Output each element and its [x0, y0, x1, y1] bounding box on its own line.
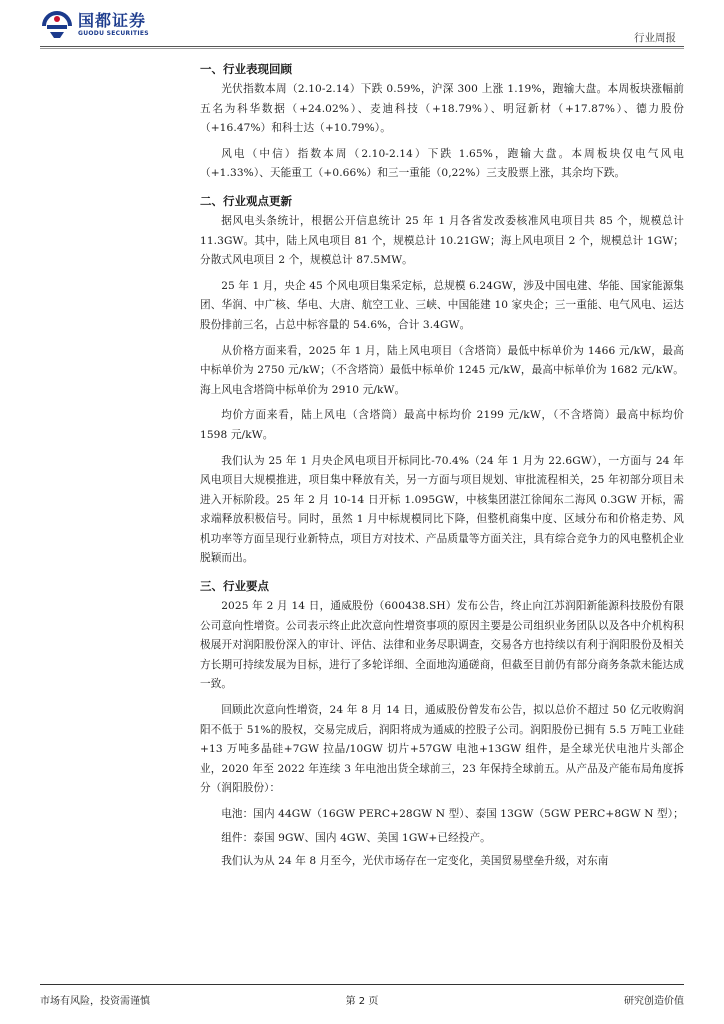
footer-slogan: 研究创造价值 — [624, 996, 684, 1007]
section-industry-highlights — [200, 575, 684, 872]
page-footer — [40, 984, 684, 1012]
report-type-label: 行业周报 — [634, 32, 676, 44]
paragraph: 组件：泰国 9GW、国内 4GW、美国 1GW+已经投产。 — [221, 831, 491, 844]
report-body — [200, 58, 684, 876]
header-divider — [40, 46, 684, 47]
page-header — [0, 0, 724, 52]
company-logo — [40, 10, 149, 40]
section-viewpoint-update — [200, 190, 684, 569]
logo-english-text: GUODU SECURITIES — [78, 30, 149, 37]
footer-divider — [40, 984, 684, 985]
paragraph: 我们认为从 24 年 8 月至今，光伏市场存在一定变化，美国贸易壁垒升级，对东南 — [221, 855, 609, 868]
paragraph: 据风电头条统计，根据公开信息统计 25 年 1 月各省发改委核准风电项目共 85 个，规模总计 11.3GW。其中，陆上风电项目 81 个，规模总计 10.21GW；海上风电项目 2 个，规模总计 1GW；分散式风电项目 2 个，规模总计 87.5MW。 — [200, 214, 684, 267]
paragraph: 电池：国内 44GW（16GW PERC+28GW N 型）、泰国 13GW（5GW PERC+8GW N 型）； — [221, 808, 684, 820]
risk-disclaimer: 市场有风险，投资需谨慎 — [40, 996, 150, 1007]
section-heading: 一、行业表现回顾 — [200, 62, 292, 76]
logo-chinese-text: 国都证券 — [78, 11, 147, 30]
section-heading: 三、行业要点 — [200, 579, 269, 594]
paragraph: 25 年 1 月，央企 45 个风电项目集采定标，总规模 6.24GW，涉及中国电建、华能、国家能源集团、华润、中广核、华电、大唐、航空工业、三峡、中国能建 10 家央企；三一重能、电气风电、运达股份排前三名，占总中标容量的 54.6%，合计 3.4GW。 — [200, 279, 684, 331]
paragraph: 回顾此次意向性增资，24 年 8 月 14 日，通威股份曾发布公告，拟以总价不超过 50 亿元收购润阳不低于 51%的股权，交易完成后，润阳将成为通威的控股子公司。润阳股份已拥有 5.5 万吨工业硅+13 万吨多晶硅+7GW 拉晶/10GW 切片+57GW 电池+13GW 组件，是全球光伏电池片头部企业，2020 年至 2022 年连续 3 年电池出货全球前三，23 年保持全球前五。从产品及产能布局角度拆分（润阳股份）： — [200, 704, 684, 795]
paragraph: 从价格方面来看，2025 年 1 月，陆上风电项目（含塔筒）最低中标单价为 1466 元/kW，最高中标单价为 2750 元/kW；（不含塔筒）最低中标单价 1245 元/kW，最高中标单价为 1682 元/kW。海上风电含塔筒中标单价为 2910 元/kW。 — [200, 344, 684, 396]
logo-mark-icon — [40, 10, 74, 40]
paragraph: 我们认为 25 年 1 月央企风电项目开标同比-70.4%（24 年 1 月为 22.6GW），一方面与 24 年风电项目大规模推进，项目集中释放有关，另一方面与项目规划、审批流程相关，25 年初部分项目未进入开标阶段。25 年 2 月 10-14 日开标 1.095GW，中核集团湛江徐闻东二海风 0.3GW 开标，需求端释放积极信号。同时，虽然 1 月中标规模同比下降，但整机商集中度、区域分布和价格走势、风机功率等方面呈现行业新特点，项目方对技术、产品质量等方面关注，具有综合竞争力的风电整机企业脱颖而出。 — [200, 454, 684, 565]
page-number: 第 2 页 — [345, 996, 379, 1007]
paragraph: 均价方面来看，陆上风电（含塔筒）最高中标均价 2199 元/kW，（不含塔筒）最高中标均价 1598 元/kW。 — [200, 409, 684, 441]
section-heading: 二、行业观点更新 — [200, 193, 292, 208]
paragraph: 风电（中信）指数本周（2.10-2.14）下跌 1.65%，跑输大盘。本周板块仅电气风电（+1.33%）、天能重工（+0.66%）和三一重能（0,22%）三支股票上涨，其余均下跌。 — [200, 147, 684, 180]
section-performance-review — [200, 58, 684, 184]
paragraph: 2025 年 2 月 14 日，通威股份（600438.SH）发布公告，终止向江苏润阳新能源科技股份有限公司意向性增资。公司表示终止此次意向性增资事项的原因主要是公司组织业务团队以及各中介机构积极展开对润阳股份深入的审计、评估、法律和业务尽职调查，交易各方也持续以有利于润阳股份及相关方长期可持续发展为目标，进行了多轮详细、全面地沟通磋商，但截至目前仍有部分商务条款未能达成一致。 — [200, 600, 684, 691]
header-divider-thin — [40, 48, 684, 49]
paragraph: 光伏指数本周（2.10-2.14）下跌 0.59%，沪深 300 上涨 1.19%，跑输大盘。本周板块涨幅前五名为科华数据（+24.02%）、麦迪科技（+18.79%）、明冠新材（+17.87%）、德力股份（+16.47%）和科士达（+10.79%）。 — [200, 83, 684, 135]
